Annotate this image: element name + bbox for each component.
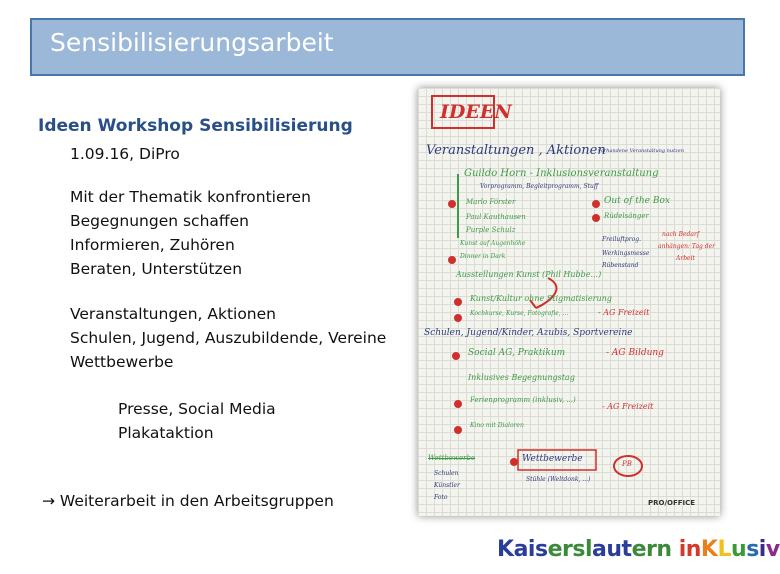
flipchart-brand: PRO/OFFICE <box>648 499 696 507</box>
flipchart-text: Kunst/Kultur ohne Stigmatisierung <box>470 294 612 303</box>
flipchart-text: Vorprogramm, Begleitprogramm, Stuff <box>480 183 599 190</box>
bullet-dot <box>454 426 462 434</box>
logo-letter: i <box>527 537 535 562</box>
flipchart-text: Künstler <box>434 482 460 489</box>
date-line: 1.09.16, DiPro <box>70 145 180 163</box>
flipchart-photo <box>418 88 720 516</box>
list-item: Informieren, Zuhören <box>70 236 235 254</box>
flipchart-text: Out of the Box <box>604 196 670 206</box>
logo-letter: s <box>534 537 548 562</box>
flipchart-text: vorhandene Veranstaltung nutzen <box>598 148 684 154</box>
bullet-dot <box>452 352 460 360</box>
flipchart-text: nach Bedarf <box>662 231 700 238</box>
bullet-dot <box>592 214 600 222</box>
flipchart-text: Rübenstand <box>602 262 639 269</box>
flipchart-text: Kunst auf Augenhöhe <box>460 240 526 247</box>
logo-letter: r <box>646 537 657 562</box>
flipchart-text: - AG Freizeit <box>598 308 650 317</box>
flipchart-text: Social AG, Praktikum <box>468 348 566 358</box>
flipchart-text: Guildo Horn - Inklusionsveranstaltung <box>464 168 659 179</box>
flipchart-text: Ferienprogramm (inklusiv, ...) <box>470 396 576 404</box>
flipchart-text: Stühle (Weltdonk, ...) <box>526 476 591 483</box>
logo-letter: L <box>717 537 732 562</box>
logo-letter: n <box>685 537 701 562</box>
logo-letter: n <box>656 537 672 562</box>
logo-letter: K <box>497 537 514 562</box>
flipchart-text: anhängen: Tag der <box>658 243 716 250</box>
title-bar <box>30 18 745 76</box>
list-item: Mit der Thematik konfrontieren <box>70 188 311 206</box>
list-item: Plakataktion <box>118 424 214 442</box>
logo-letter: i <box>678 537 686 562</box>
section-heading: Ideen Workshop Sensibilisierung <box>38 116 353 136</box>
logo-letter: t <box>621 537 632 562</box>
flipchart-text: Wettbewerbe <box>522 454 583 464</box>
logo-letter: K <box>700 537 718 562</box>
flipchart-text: - AG Bildung <box>606 348 664 358</box>
logo-letter <box>672 537 679 562</box>
flipchart-header: IDEEN <box>440 101 512 123</box>
flipchart-text: Ausstellungen Kunst (Phil Hubbe...) <box>456 270 602 279</box>
list-item: Wettbewerbe <box>70 353 174 371</box>
flipchart-text: Foto <box>434 494 448 501</box>
bullet-dot <box>454 298 462 306</box>
slide-title: Sensibilisierungsarbeit <box>50 28 334 57</box>
logo-letter: v <box>765 537 780 562</box>
flipchart-text: Veranstaltungen , Aktionen <box>426 143 606 158</box>
flipchart-stamp: PB <box>622 460 632 468</box>
list-item: Begegnungen schaffen <box>70 212 249 230</box>
bullet-dot <box>592 200 600 208</box>
bullet-dot <box>448 256 456 264</box>
logo-letter: e <box>547 537 562 562</box>
bullet-dot <box>454 314 462 322</box>
flipchart-text: Werkingsmesse <box>602 250 650 257</box>
footer-note: → Weiterarbeit in den Arbeitsgruppen <box>42 492 334 510</box>
logo-letter: a <box>513 537 528 562</box>
flipchart-text: - AG Freizeit <box>602 402 654 411</box>
logo-letter: u <box>606 537 622 562</box>
flipchart-text: Purple Schulz <box>466 226 516 234</box>
flipchart-text: Freiluftprog. <box>602 236 641 243</box>
list-item: Schulen, Jugend, Auszubildende, Vereine <box>70 329 387 347</box>
flipchart-text: Inklusives Begegnungstag <box>468 373 575 382</box>
logo-letter: s <box>746 537 759 562</box>
list-item: Veranstaltungen, Aktionen <box>70 305 276 323</box>
logo-letter: i <box>758 537 766 562</box>
list-item: Presse, Social Media <box>118 400 276 418</box>
logo-letter: e <box>631 537 646 562</box>
logo-letter: u <box>731 537 747 562</box>
flipchart-text: Paul Kauthausen <box>466 213 526 221</box>
flipchart-text: Dinner in Dark <box>460 253 506 260</box>
bullet-dot <box>510 458 518 466</box>
bullet-dot <box>454 400 462 408</box>
flipchart-text: Wettbewerbe <box>428 454 476 462</box>
flipchart-text: Rüdelsänger <box>604 212 649 220</box>
kaiserslautern-inklusiv-logo <box>497 537 780 562</box>
flipchart-text: Kochkurse, Kurse, Fotografie, ... <box>470 310 569 317</box>
logo-letter: a <box>592 537 607 562</box>
logo-letter: l <box>584 537 593 562</box>
flipchart-text: Marlo Förster <box>466 198 516 206</box>
flipchart-text: Schulen <box>434 470 459 477</box>
bullet-dot <box>448 200 456 208</box>
flipchart-text: Arbeit <box>676 255 695 262</box>
logo-letter: r <box>562 537 573 562</box>
logo-letter: s <box>572 537 585 562</box>
flipchart-text: Schulen, Jugend/Kinder, Azubis, Sportvereine <box>424 328 633 338</box>
flipchart-text: Kino mit Dialoren <box>470 422 524 429</box>
list-item: Beraten, Unterstützen <box>70 260 243 278</box>
